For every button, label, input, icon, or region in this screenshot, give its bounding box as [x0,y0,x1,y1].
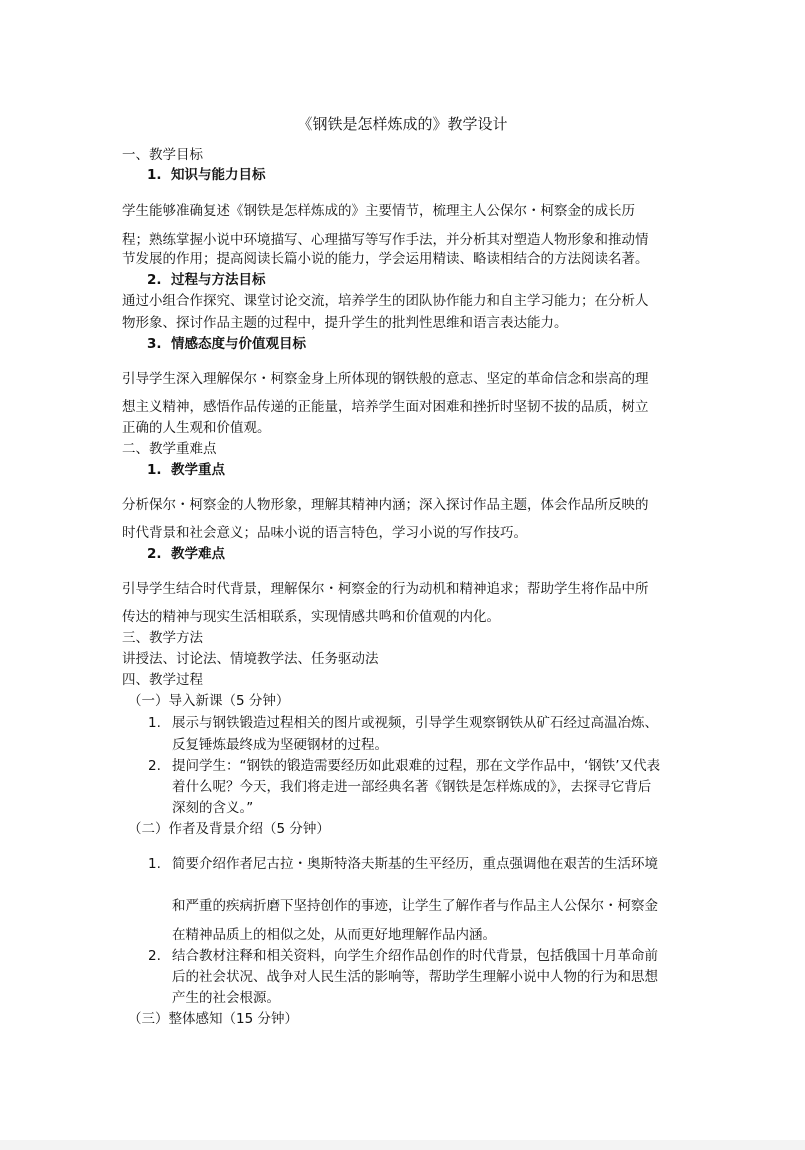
phase-heading-author: （二）作者及背景介绍（5 分钟） [128,821,330,837]
subheading-label: 教学难点 [171,546,225,562]
paragraph-line: 通过小组合作探究、课堂讨论交流，培养学生的团队协作能力和自主学习能力；在分析人 [122,293,649,309]
list-item-line: 着什么呢？今天，我们将走进一部经典名著《钢铁是怎样炼成的》，去探寻它背后 [172,779,652,795]
paragraph-line: 时代背景和社会意义；品味小说的语言特色，学习小说的写作技巧。 [122,525,527,541]
subheading-process [147,271,717,289]
subheading-number: 1. [147,167,162,183]
paragraph-line: 引导学生结合时代背景，理解保尔・柯察金的行为动机和精神追求；帮助学生将作品中所 [122,581,649,597]
phase-heading-intro: （一）导入新课（5 分钟） [128,693,290,709]
list-item-line: 简要介绍作者尼古拉・奥斯特洛夫斯基的生平经历，重点强调他在艰苦的生活环境 [172,856,658,872]
list-item-line: 展示与钢铁锻造过程相关的图片或视频，引导学生观察钢铁从矿石经过高温冶炼、 [172,715,658,731]
list-item-line: 产生的社会根源。 [172,990,280,1006]
phase-heading-overview: （三）整体感知（15 分钟） [128,1011,298,1027]
list-number: 2. [148,758,161,774]
section-heading-key-points: 二、教学重难点 [122,441,217,457]
list-item-line: 结合教材注释和相关资料，向学生介绍作品创作的时代背景，包括俄国十月革命前 [172,948,658,964]
subheading-knowledge [147,166,717,184]
section-heading-methods: 三、教学方法 [122,630,203,646]
section-heading-goals: 一、教学目标 [122,147,203,163]
list-item-line: 深刻的含义。” [172,800,254,816]
document-title: 《钢铁是怎样炼成的》教学设计 [297,115,508,133]
subheading-label: 知识与能力目标 [171,167,266,183]
paragraph-line: 物形象、探讨作品主题的过程中，提升学生的批判性思维和语言表达能力。 [122,315,568,331]
paragraph-line: 引导学生深入理解保尔・柯察金身上所体现的钢铁般的意志、坚定的革命信念和崇高的理 [122,371,649,387]
section-heading-process: 四、教学过程 [122,672,203,688]
list-item-line: 反复锤炼最终成为坚硬钢材的过程。 [172,737,388,753]
paragraph-line: 学生能够准确复述《钢铁是怎样炼成的》主要情节，梳理主人公保尔・柯察金的成长历 [122,203,635,219]
paragraph-line: 程；熟练掌握小说中环境描写、心理描写等写作手法，并分析其对塑造人物形象和推动情 [122,232,649,248]
paragraph-line: 分析保尔・柯察金的人物形象，理解其精神内涵；深入探讨作品主题，体会作品所反映的 [122,497,649,513]
list-number: 1. [148,856,161,872]
subheading-focus [147,461,717,479]
list-number: 2. [148,948,161,964]
subheading-number: 3. [147,336,162,352]
subheading-difficulty [147,545,717,563]
subheading-number: 2. [147,546,162,562]
paragraph-line: 想主义精神，感悟作品传递的正能量，培养学生面对困难和挫折时坚韧不拔的品质，树立 [122,399,649,415]
methods-text: 讲授法、讨论法、情境教学法、任务驱动法 [122,651,379,667]
list-item-line: 和严重的疾病折磨下坚持创作的事迹，让学生了解作者与作品主人公保尔・柯察金 [172,898,658,914]
subheading-label: 过程与方法目标 [171,272,266,288]
paragraph-line: 节发展的作用；提高阅读长篇小说的能力，学会运用精读、略读相结合的方法阅读名著。 [122,251,649,267]
list-item-line: 提问学生：“钢铁的锻造需要经历如此艰难的过程，那在文学作品中，‘钢铁’又代表 [172,758,661,774]
subheading-label: 情感态度与价值观目标 [171,336,306,352]
subheading-number: 1. [147,462,162,478]
subheading-number: 2. [147,272,162,288]
subheading-values [147,335,717,353]
list-number: 1. [148,715,161,731]
paragraph-line: 正确的人生观和价值观。 [122,420,271,436]
paragraph-line: 传达的精神与现实生活相联系，实现情感共鸣和价值观的内化。 [122,609,500,625]
subheading-label: 教学重点 [171,462,225,478]
list-item-line: 在精神品质上的相似之处，从而更好地理解作品内涵。 [172,927,496,943]
list-item-line: 后的社会状况、战争对人民生活的影响等，帮助学生理解小说中人物的行为和思想 [172,969,658,985]
